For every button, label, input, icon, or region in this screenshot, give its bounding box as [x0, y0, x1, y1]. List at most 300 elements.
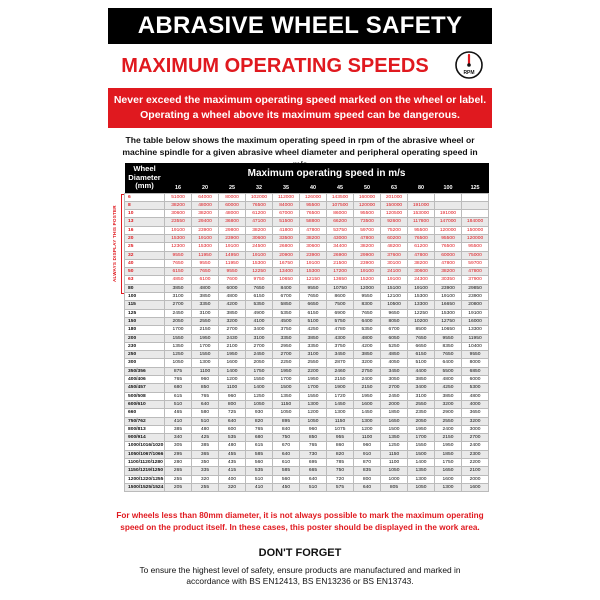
speed-cell: 8050: [381, 317, 408, 325]
speed-cell: 2950: [273, 342, 300, 350]
speed-cell: 3450: [327, 351, 354, 359]
speed-cell: 6850: [462, 367, 489, 375]
speed-cell: 7650: [165, 259, 192, 267]
speed-cell: 1700: [165, 326, 192, 334]
speed-cell: 75200: [381, 226, 408, 234]
speed-cell: 6150: [165, 268, 192, 276]
speed-cell: 150000: [381, 201, 408, 209]
speed-cell: 1950: [354, 392, 381, 400]
speed-cell: 480: [192, 425, 219, 433]
speed-cell: 26900: [327, 251, 354, 259]
speed-cell: 38200: [408, 259, 435, 267]
table-row: [125, 367, 489, 375]
speed-cell: 191000: [408, 201, 435, 209]
speed-cell: 1200: [300, 409, 327, 417]
speed-cell: 95500: [300, 201, 327, 209]
speed-cell: 10400: [462, 342, 489, 350]
speed-cell: 9550: [435, 334, 462, 342]
speed-cell: 335: [192, 467, 219, 475]
speed-cell: 37600: [381, 251, 408, 259]
speed-cell: 2050: [165, 317, 192, 325]
speed-cell: 265: [165, 467, 192, 475]
speed-cell: 8350: [435, 342, 462, 350]
diameter-cell: 6: [125, 193, 165, 201]
speed-cell: 1250: [381, 442, 408, 450]
diameter-header: Wheel Diameter (mm): [125, 163, 165, 193]
speed-cell: 6650: [408, 342, 435, 350]
speed-cell: 120000: [354, 201, 381, 209]
speed-cell: 15300: [408, 293, 435, 301]
speed-cell: 5100: [300, 317, 327, 325]
speed-cell: 6900: [327, 309, 354, 317]
speed-cell: 80000: [219, 193, 246, 201]
speed-cell: 1700: [300, 384, 327, 392]
speed-cell: 13650: [327, 276, 354, 284]
speed-cell: 1950: [300, 376, 327, 384]
speed-cell: 425: [192, 434, 219, 442]
table-row: [125, 425, 489, 433]
speed-cell: 3850: [408, 376, 435, 384]
speed-cell: 1650: [435, 467, 462, 475]
speed-cell: 435: [219, 459, 246, 467]
table-row: [125, 483, 489, 491]
speed-cell: 47800: [435, 259, 462, 267]
speed-cell: 1050: [273, 409, 300, 417]
speed-cell: 2430: [219, 334, 246, 342]
diameter-cell: 400/406: [125, 376, 165, 384]
speed-cell: 23900: [354, 259, 381, 267]
speed-cell: 1400: [246, 384, 273, 392]
speed-cell: 2700: [165, 301, 192, 309]
speed-cell: [462, 201, 489, 209]
speed-cell: [462, 193, 489, 201]
speed-cell: 3100: [300, 351, 327, 359]
speed-cell: 15300: [435, 309, 462, 317]
speed-cell: 1850: [435, 450, 462, 458]
speed-cell: 147000: [435, 218, 462, 226]
speed-cell: 1300: [192, 359, 219, 367]
speed-cell: 1350: [408, 467, 435, 475]
speed-cell: 3650: [462, 409, 489, 417]
speed-cell: 280: [165, 459, 192, 467]
speed-cell: 15200: [354, 276, 381, 284]
speed-cell: 76500: [435, 243, 462, 251]
speed-cell: 320: [192, 475, 219, 483]
speed-cell: 6650: [300, 301, 327, 309]
speed-cell: 30100: [381, 259, 408, 267]
speed-cell: 4800: [192, 284, 219, 292]
speed-column-header: 80: [408, 184, 435, 193]
table-row: [125, 284, 489, 292]
diameter-cell: 80: [125, 284, 165, 292]
speed-cell: 725: [219, 409, 246, 417]
speed-cell: 2150: [354, 384, 381, 392]
speed-cell: 1400: [219, 367, 246, 375]
table-row: [125, 334, 489, 342]
speed-cell: 9550: [192, 259, 219, 267]
speed-cell: 800: [219, 400, 246, 408]
speed-cell: 6050: [381, 334, 408, 342]
table-row: [125, 218, 489, 226]
speed-cell: 1100: [192, 367, 219, 375]
speed-column-header: 16: [165, 184, 192, 193]
speed-cell: 870: [354, 459, 381, 467]
speed-column-header: 100: [435, 184, 462, 193]
diameter-cell: 20: [125, 234, 165, 242]
speed-cell: 510: [165, 400, 192, 408]
speed-cell: 2050: [408, 417, 435, 425]
speed-table-area: [112, 163, 488, 502]
speed-cell: 1650: [381, 417, 408, 425]
speed-cell: 12250: [408, 309, 435, 317]
speed-cell: 2350: [408, 409, 435, 417]
speed-cell: 86000: [327, 210, 354, 218]
speed-cell: 1350: [273, 392, 300, 400]
speed-cell: 67000: [273, 210, 300, 218]
speed-cell: 6000: [219, 284, 246, 292]
speed-cell: 38200: [246, 226, 273, 234]
speed-cell: 3850: [300, 334, 327, 342]
speed-column-header: 40: [300, 184, 327, 193]
speed-cell: 1500: [381, 425, 408, 433]
diameter-cell: 50: [125, 268, 165, 276]
diameter-cell: 10: [125, 210, 165, 218]
speed-cell: 30600: [165, 210, 192, 218]
diameter-cell: 63: [125, 276, 165, 284]
diameter-cell: 660: [125, 409, 165, 417]
speed-cell: 840: [273, 425, 300, 433]
speed-cell: 15300: [192, 243, 219, 251]
speed-cell: 860: [327, 442, 354, 450]
speed-cell: 84000: [273, 201, 300, 209]
speed-cell: 5350: [246, 301, 273, 309]
speed-cell: 2150: [192, 326, 219, 334]
speed-cell: 38200: [300, 234, 327, 242]
speed-cell: 59700: [354, 226, 381, 234]
diameter-cell: 25: [125, 243, 165, 251]
speed-cell: 1950: [219, 351, 246, 359]
speed-cell: 895: [273, 417, 300, 425]
speed-cell: 3100: [165, 293, 192, 301]
speed-cell: 1600: [435, 475, 462, 483]
speed-cell: 95500: [408, 226, 435, 234]
speed-cell: 4800: [435, 376, 462, 384]
speed-cell: 2100: [219, 342, 246, 350]
speed-cell: 1350: [381, 434, 408, 442]
speed-cell: 465: [165, 409, 192, 417]
speed-cell: 11950: [462, 334, 489, 342]
speed-cell: 2450: [165, 309, 192, 317]
side-label: ALWAYS DISPLAY THIS POSTER: [112, 205, 117, 283]
speed-cell: 38200: [435, 268, 462, 276]
diameter-cell: 1150/1219/1250: [125, 467, 165, 475]
speed-cell: 15100: [381, 284, 408, 292]
speed-cell: 29850: [462, 284, 489, 292]
speed-cell: 1000: [381, 475, 408, 483]
diameter-cell: 230: [125, 342, 165, 350]
speed-cell: 1700: [273, 376, 300, 384]
speed-cell: 1050: [246, 400, 273, 408]
poster-title: ABRASIVE WHEEL SAFETY: [108, 8, 492, 44]
speed-cell: 1100: [381, 459, 408, 467]
table-row: [125, 392, 489, 400]
speed-cell: 61200: [408, 243, 435, 251]
speed-cell: 117800: [408, 218, 435, 226]
speed-cell: 112000: [273, 193, 300, 201]
speed-cell: 615: [165, 392, 192, 400]
speed-cell: 4000: [462, 400, 489, 408]
speed-cell: 7500: [327, 301, 354, 309]
speed-cell: 680: [246, 434, 273, 442]
speed-cell: 2050: [246, 359, 273, 367]
speed-cell: 3050: [381, 376, 408, 384]
speed-cell: 805: [381, 483, 408, 491]
speed-cell: 850: [192, 384, 219, 392]
speed-cell: 2200: [462, 459, 489, 467]
speed-cell: 95500: [354, 210, 381, 218]
speed-column-header: 45: [327, 184, 354, 193]
speed-cell: 1300: [408, 475, 435, 483]
speed-cell: 9550: [165, 251, 192, 259]
table-row: [125, 359, 489, 367]
speed-cell: 184000: [462, 218, 489, 226]
speed-cell: 9650: [381, 309, 408, 317]
speed-cell: 4780: [327, 326, 354, 334]
speed-cell: 510: [192, 417, 219, 425]
table-row: [125, 384, 489, 392]
speed-cell: 6100: [192, 276, 219, 284]
speed-cell: 2000: [381, 400, 408, 408]
speed-cell: 2550: [435, 417, 462, 425]
speed-cell: 38200: [192, 210, 219, 218]
speed-cell: 10500: [381, 301, 408, 309]
diameter-cell: 1200/1220/1255: [125, 475, 165, 483]
speed-cell: 10650: [435, 326, 462, 334]
speed-cell: 8600: [327, 293, 354, 301]
speed-cell: 2700: [462, 434, 489, 442]
speed-cell: 765: [300, 442, 327, 450]
speed-cell: 640: [192, 400, 219, 408]
speed-cell: 800: [354, 475, 381, 483]
speed-cell: 385: [165, 425, 192, 433]
speed-cell: 4250: [300, 326, 327, 334]
speed-cell: 1600: [219, 359, 246, 367]
speed-cell: 5350: [273, 309, 300, 317]
table-row: [125, 293, 489, 301]
diameter-cell: 200: [125, 334, 165, 342]
speed-cell: 385: [192, 442, 219, 450]
speed-cell: 1400: [408, 459, 435, 467]
speed-column-header: 35: [273, 184, 300, 193]
speed-cell: 410: [165, 417, 192, 425]
speed-cell: 7650: [354, 309, 381, 317]
speed-cell: 19100: [354, 268, 381, 276]
speed-cell: 670: [273, 442, 300, 450]
warning-line-1: Never exceed the maximum operating speed marked on the wheel or label.: [113, 94, 487, 106]
speed-cell: 2300: [462, 450, 489, 458]
speed-cell: 1200: [354, 425, 381, 433]
speed-cell: 1050: [408, 483, 435, 491]
tachometer-icon: [454, 50, 484, 80]
table-row: [125, 450, 489, 458]
speed-cell: 3100: [408, 392, 435, 400]
speed-cell: [408, 193, 435, 201]
speed-cell: 9550: [462, 351, 489, 359]
speed-cell: 19100: [435, 293, 462, 301]
speed-cell: 19100: [381, 276, 408, 284]
table-row: [125, 326, 489, 334]
speed-cell: 3850: [354, 351, 381, 359]
speed-cell: 1750: [246, 367, 273, 375]
speed-cell: 95500: [435, 234, 462, 242]
table-row: [125, 226, 489, 234]
speed-cell: 95500: [462, 243, 489, 251]
speed-cell: 29800: [219, 226, 246, 234]
speed-cell: 4400: [408, 367, 435, 375]
diameter-cell: 13: [125, 218, 165, 226]
speed-cell: 1300: [435, 483, 462, 491]
speed-table: [124, 163, 489, 492]
speed-cell: 1150: [381, 450, 408, 458]
intro-line-2: machine spindle for a given abrasive wheel diameter and peripheral operating speed in: [122, 147, 478, 157]
speed-cell: 1950: [273, 367, 300, 375]
speed-cell: 8300: [354, 301, 381, 309]
speed-cell: 2100: [462, 467, 489, 475]
speed-column-header: 32: [246, 184, 273, 193]
speed-cell: 2900: [435, 409, 462, 417]
speed-cell: 2460: [327, 367, 354, 375]
speed-cell: [435, 193, 462, 201]
speed-cell: 19100: [219, 243, 246, 251]
diameter-cell: 350/356: [125, 367, 165, 375]
speed-cell: 4200: [219, 301, 246, 309]
speed-cell: 43000: [327, 234, 354, 242]
speed-cell: 1300: [327, 409, 354, 417]
speed-cell: 1550: [165, 334, 192, 342]
speed-cell: 960: [354, 442, 381, 450]
speed-cell: 765: [165, 376, 192, 384]
speed-cell: 120500: [381, 210, 408, 218]
speed-cell: 191000: [435, 210, 462, 218]
speed-cell: 5850: [273, 301, 300, 309]
speed-cell: 680: [165, 384, 192, 392]
speed-cell: 850: [300, 434, 327, 442]
speed-cell: 1150: [273, 400, 300, 408]
speed-cell: 15300: [300, 268, 327, 276]
speed-cell: 23550: [165, 218, 192, 226]
speed-cell: 720: [327, 475, 354, 483]
speed-cell: 7650: [300, 293, 327, 301]
speed-cell: 24100: [381, 268, 408, 276]
speed-cell: 4850: [165, 276, 192, 284]
speed-cell: 455: [219, 450, 246, 458]
speed-cell: 17200: [327, 268, 354, 276]
speed-cell: 47800: [354, 234, 381, 242]
speed-cell: 1600: [354, 400, 381, 408]
speed-cell: 585: [273, 467, 300, 475]
speed-cell: 30600: [408, 268, 435, 276]
speed-cell: 3350: [273, 334, 300, 342]
speed-cell: [435, 201, 462, 209]
table-row: [125, 210, 489, 218]
speed-cell: 1550: [300, 392, 327, 400]
speed-cell: 695: [300, 459, 327, 467]
speed-cell: [462, 210, 489, 218]
speed-cell: 1450: [327, 400, 354, 408]
speed-cell: 7600: [219, 276, 246, 284]
speed-column-header: 50: [354, 184, 381, 193]
speed-cell: 2750: [354, 367, 381, 375]
speed-cell: 12000: [354, 284, 381, 292]
speed-cell: 58800: [300, 218, 327, 226]
speed-cell: 2400: [354, 376, 381, 384]
speed-cell: 51000: [165, 193, 192, 201]
speed-cell: 6150: [408, 351, 435, 359]
speed-cell: 20900: [273, 251, 300, 259]
speed-cell: 835: [354, 467, 381, 475]
speed-cell: 1550: [192, 351, 219, 359]
speed-cell: 9550: [354, 293, 381, 301]
speed-cell: 1950: [435, 442, 462, 450]
table-row: [125, 467, 489, 475]
speed-cell: 23900: [462, 293, 489, 301]
speed-cell: 7650: [435, 351, 462, 359]
closing-line-2: accordance with BS EN12413, BS EN13236 or BS EN13743.: [186, 576, 414, 586]
speed-cell: 1150: [327, 417, 354, 425]
speed-cell: 9750: [246, 276, 273, 284]
table-row: [125, 309, 489, 317]
speed-cell: 910: [354, 450, 381, 458]
speed-cell: 160000: [354, 193, 381, 201]
speed-cell: 1050: [381, 467, 408, 475]
diameter-cell: 800/813: [125, 425, 165, 433]
speed-cell: 2250: [273, 359, 300, 367]
speed-cell: 150000: [462, 226, 489, 234]
speed-cell: 3100: [246, 334, 273, 342]
speed-cell: 15300: [165, 234, 192, 242]
speed-cell: 23900: [219, 234, 246, 242]
speed-cell: 1900: [327, 384, 354, 392]
table-row: [125, 251, 489, 259]
speed-cell: 2150: [435, 434, 462, 442]
speed-cell: 3200: [462, 417, 489, 425]
speed-cell: 48000: [219, 210, 246, 218]
speed-header: Maximum operating speed in m/s: [165, 163, 489, 184]
speed-cell: 480: [219, 442, 246, 450]
table-row: [125, 442, 489, 450]
speed-cell: 1950: [192, 334, 219, 342]
speed-cell: 640: [300, 475, 327, 483]
diameter-cell: 900/914: [125, 434, 165, 442]
speed-cell: 415: [219, 467, 246, 475]
speed-cell: 3000: [462, 425, 489, 433]
speed-cell: 1550: [246, 376, 273, 384]
speed-cell: 955: [327, 434, 354, 442]
speed-cell: 10200: [408, 317, 435, 325]
speed-cell: 5500: [435, 367, 462, 375]
speed-cell: 20800: [462, 301, 489, 309]
speed-cell: 4850: [381, 351, 408, 359]
speed-cell: 5100: [408, 359, 435, 367]
speed-cell: 1600: [462, 483, 489, 491]
speed-cell: 60000: [219, 201, 246, 209]
speed-cell: 3400: [246, 326, 273, 334]
speed-cell: 580: [192, 409, 219, 417]
speed-cell: 1720: [327, 392, 354, 400]
speed-cell: 36800: [219, 218, 246, 226]
speed-cell: 4100: [246, 317, 273, 325]
diameter-cell: 100: [125, 293, 165, 301]
